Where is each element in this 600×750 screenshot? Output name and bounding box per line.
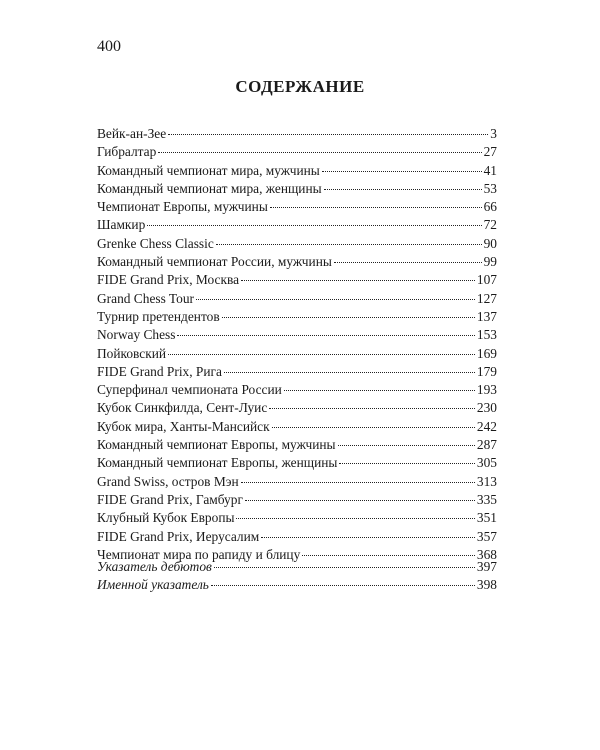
entry-title: Кубок мира, Ханты-Мансийск (97, 418, 270, 434)
entry-page-number: 3 (490, 126, 497, 141)
dot-leader (269, 408, 475, 409)
toc-entry (97, 271, 497, 289)
entry-title: Чемпионат мира по рапиду и блицу (97, 546, 301, 562)
entry-title: Пойковский (97, 345, 167, 361)
entry-title: Командный чемпионат Европы, женщины (97, 455, 338, 471)
toc-entry (97, 418, 497, 436)
dot-leader (272, 427, 475, 428)
toc-entry (97, 125, 497, 143)
index-entry (97, 558, 497, 576)
toc-entry (97, 216, 497, 234)
entry-title: FIDE Grand Prix, Гамбург (97, 491, 243, 507)
entry-page-number: 107 (476, 272, 497, 288)
entry-page-number: 66 (483, 199, 497, 215)
entry-page-number: 351 (476, 510, 497, 526)
page-title: СОДЕРЖАНИЕ (235, 77, 365, 96)
dot-leader (270, 207, 482, 208)
entry-page-number: 335 (476, 491, 497, 507)
toc-entry (97, 180, 497, 198)
toc-entry (97, 326, 497, 344)
entry-title: Клубный Кубок Европы (97, 510, 235, 526)
toc-entry (97, 381, 497, 399)
entry-title: Командный чемпионат мира, женщины (97, 180, 322, 196)
entry-title: Вейк-ан-Зее (97, 126, 167, 141)
entry-title: FIDE Grand Prix, Иерусалим (97, 528, 260, 544)
entry-title: Norway Chess (97, 327, 176, 343)
dot-leader (339, 463, 475, 464)
toc-entry (97, 509, 497, 527)
toc-list (97, 125, 497, 564)
dot-leader (338, 445, 475, 446)
entry-page-number: 230 (476, 400, 497, 416)
dot-leader (177, 335, 474, 336)
entry-page-number: 90 (483, 235, 497, 251)
dot-leader (261, 537, 475, 538)
entry-page-number: 357 (476, 528, 497, 544)
toc-entry (97, 436, 497, 454)
entry-page-number: 179 (476, 363, 497, 379)
entry-page-number: 287 (476, 437, 497, 453)
toc-entry (97, 345, 497, 363)
dot-leader (224, 372, 475, 373)
entry-page-number: 368 (476, 546, 497, 562)
dot-leader (147, 225, 481, 226)
entry-title: Гибралтар (97, 144, 157, 160)
index-entry (97, 576, 497, 594)
dot-leader (168, 134, 488, 135)
toc-entry (97, 253, 497, 271)
dot-leader (214, 567, 475, 568)
toc-entry (97, 198, 497, 216)
entry-page-number: 169 (476, 345, 497, 361)
entry-title: Grand Chess Tour (97, 290, 195, 306)
entry-page-number: 398 (476, 577, 497, 593)
toc-entry (97, 308, 497, 326)
dot-leader (196, 299, 475, 300)
dot-leader (216, 244, 482, 245)
entry-title: Командный чемпионат России, мужчины (97, 254, 332, 270)
toc-entry (97, 399, 497, 417)
dot-leader (284, 390, 475, 391)
toc-entry (97, 143, 497, 161)
entry-page-number: 193 (476, 382, 497, 398)
dot-leader (241, 482, 475, 483)
entry-page-number: 27 (483, 144, 497, 160)
entry-title: Grenke Chess Classic (97, 235, 214, 251)
entry-title: Grand Swiss, остров Мэн (97, 473, 239, 489)
dot-leader (324, 189, 482, 190)
dot-leader (211, 585, 475, 586)
toc-entry (97, 491, 497, 509)
entry-title: Командный чемпионат мира, мужчины (97, 162, 320, 178)
entry-page-number: 99 (483, 254, 497, 270)
entry-page-number: 153 (476, 327, 497, 343)
dot-leader (245, 500, 475, 501)
entry-title: Именной указатель (97, 577, 209, 593)
entry-page-number: 242 (476, 418, 497, 434)
page-number: 400 (97, 38, 121, 55)
entry-page-number: 305 (476, 455, 497, 471)
entry-title: Командный чемпионат Европы, мужчины (97, 437, 336, 453)
entry-title: FIDE Grand Prix, Москва (97, 272, 240, 288)
entry-page-number: 397 (476, 559, 497, 574)
toc-entry (97, 290, 497, 308)
dot-leader (334, 262, 482, 263)
entry-title: Указатель дебютов (97, 559, 212, 574)
entry-title: Шамкир (97, 217, 146, 233)
entry-title: Чемпионат Европы, мужчины (97, 199, 268, 215)
dot-leader (241, 280, 475, 281)
toc-entry (97, 363, 497, 381)
dot-leader (236, 518, 474, 519)
entry-title: FIDE Grand Prix, Рига (97, 363, 222, 379)
entry-title: Кубок Синкфилда, Сент-Луис (97, 400, 268, 416)
toc-entry (97, 473, 497, 491)
dot-leader (322, 171, 482, 172)
toc-entry (97, 235, 497, 253)
index-list (97, 558, 497, 595)
dot-leader (158, 152, 481, 153)
dot-leader (222, 317, 475, 318)
entry-page-number: 53 (483, 180, 497, 196)
entry-page-number: 127 (476, 290, 497, 306)
dot-leader (302, 555, 475, 556)
entry-title: Турнир претендентов (97, 308, 220, 324)
dot-leader (168, 354, 475, 355)
entry-title: Суперфинал чемпионата России (97, 382, 282, 398)
entry-page-number: 137 (476, 308, 497, 324)
entry-page-number: 72 (483, 217, 497, 233)
entry-page-number: 313 (476, 473, 497, 489)
entry-page-number: 41 (483, 162, 497, 178)
toc-entry (97, 528, 497, 546)
toc-entry (97, 454, 497, 472)
toc-entry (97, 162, 497, 180)
